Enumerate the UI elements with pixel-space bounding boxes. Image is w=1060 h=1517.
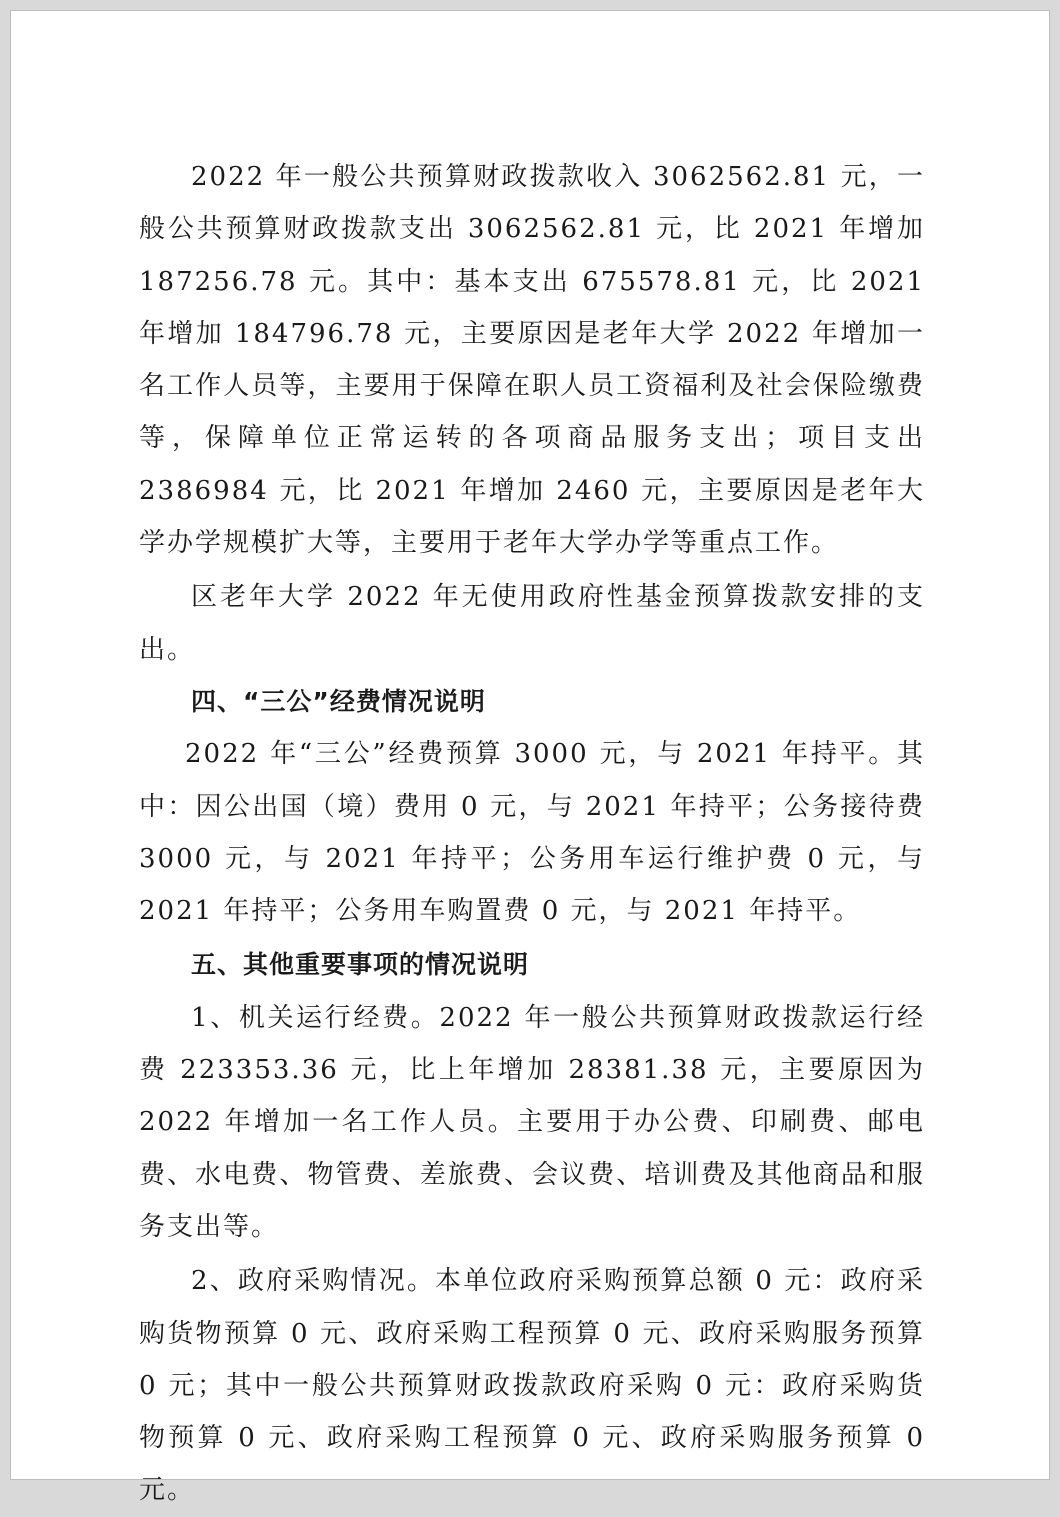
document-body: [139, 151, 925, 1517]
paragraph-government-procurement: 2、政府采购情况。本单位政府采购预算总额 0 元：政府采购货物预算 0 元、政府采购工程预算 0 元、政府采购服务预算 0 元；其中一般公共预算财政拨款政府采购 0 元：政府采购货物预算 0 元、政府采购工程预算 0 元、政府采购服务预算 0 元。: [139, 1266, 925, 1506]
paragraph-government-fund: 区老年大学 2022 年无使用政府性基金预算拨款安排的支出。: [139, 582, 925, 665]
section-heading-other-matters: 五、其他重要事项的情况说明: [191, 950, 530, 980]
document-page: [10, 10, 1050, 1506]
paragraph-three-public-expenses: 2022 年“三公”经费预算 3000 元，与 2021 年持平。其中：因公出国（境）费用 0 元，与 2021 年持平；公务接待费 3000 元，与 2021 年持平；公务用车运行维护费 0 元，与 2021 年持平；公务用车购置费 0 元，与 2021 年持平。: [139, 739, 925, 927]
paragraph-general-budget: 2022 年一般公共预算财政拨款收入 3062562.81 元，一般公共预算财政拨款支出 3062562.81 元，比 2021 年增加 187256.78 元。其中：基本支出 675578.81 元，比 2021 年增加 184796.78 元，主要原因是老年大学 2022 年增加一名工作人员等，主要用于保障在职人员工资福利及社会保险缴费等，保障单位正常运转的各项商品服务支出；项目支出 2386984 元，比 2021 年增加 2460 元，主要原因是老年大学办学规模扩大等，主要用于老年大学办学等重点工作。: [139, 162, 925, 559]
section-heading-three-public: 四、“三公”经费情况说明: [191, 686, 486, 716]
paragraph-operating-expenses: 1、机关运行经费。2022 年一般公共预算财政拨款运行经费 223353.36 元，比上年增加 28381.38 元，主要原因为 2022 年增加一名工作人员。主要用于办公费、印刷费、邮电费、水电费、物管费、差旅费、会议费、培训费及其他商品和服务支出等。: [139, 1002, 925, 1242]
